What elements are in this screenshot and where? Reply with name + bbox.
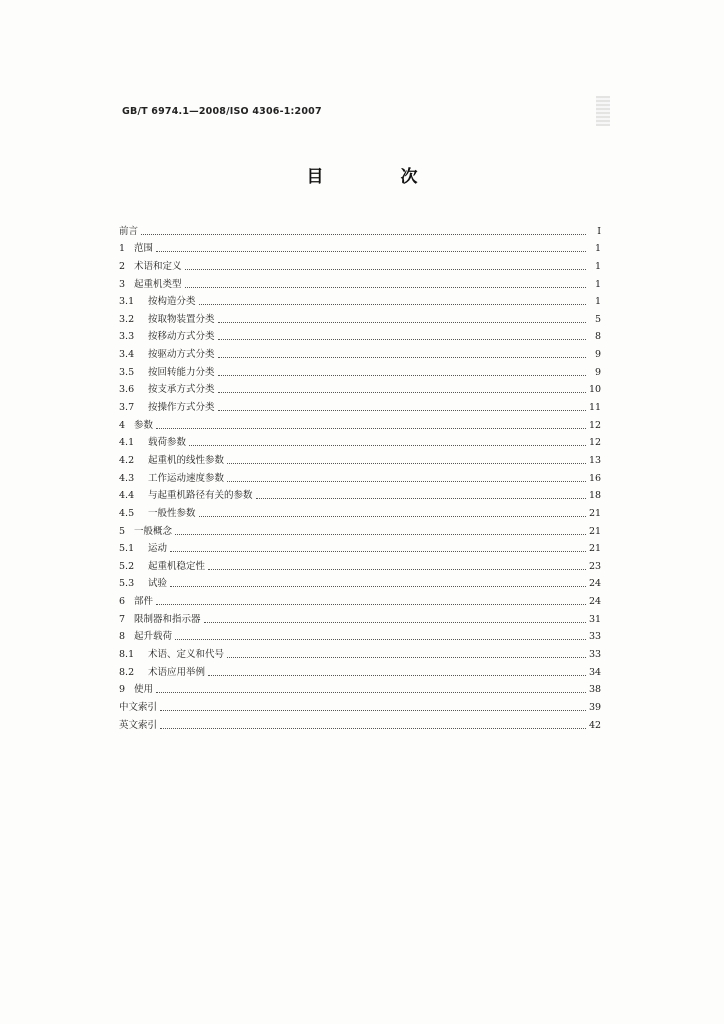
toc-entry[interactable] [119, 485, 601, 503]
toc-entry-page: 31 [589, 613, 602, 625]
toc-entry-page: 33 [589, 649, 602, 661]
toc-entry-number: 4.4 [119, 490, 135, 502]
toc-entry-number: 6 [119, 596, 126, 608]
toc-entry-title: 范围 [134, 243, 154, 255]
toc-dot-leader [218, 375, 586, 376]
toc-entry-number: 2 [119, 260, 126, 272]
toc-entry[interactable] [119, 379, 601, 397]
toc-entry[interactable] [119, 326, 601, 344]
toc-entry[interactable] [119, 555, 601, 573]
toc-entry-title: 术语应用举例 [148, 666, 206, 678]
standard-number-header: GB/T 6974.1—2008/ISO 4306-1:2007 [122, 106, 322, 117]
toc-entry-title: 按回转能力分类 [148, 366, 215, 378]
toc-entry-title: 按取物装置分类 [148, 313, 215, 325]
toc-entry[interactable] [119, 590, 601, 608]
toc-entry[interactable] [119, 273, 601, 291]
toc-entry-page: 9 [594, 349, 601, 361]
toc-entry-number: 5 [119, 525, 126, 537]
toc-entry-page: 10 [589, 384, 602, 396]
toc-entry-title: 使用 [134, 684, 154, 696]
toc-entry[interactable] [119, 220, 601, 238]
toc-entry-number: 4.1 [119, 437, 135, 449]
toc-entry-page: 24 [589, 578, 602, 590]
toc-entry[interactable] [119, 520, 601, 538]
toc-entry-page: 13 [589, 454, 602, 466]
toc-entry-page: 21 [589, 543, 602, 555]
toc-entry[interactable] [119, 608, 601, 626]
toc-entry-page: 33 [589, 631, 602, 643]
toc-entry[interactable] [119, 679, 601, 697]
toc-entry-page: 1 [594, 243, 601, 255]
toc-entry[interactable] [119, 343, 601, 361]
toc-dot-leader [199, 516, 586, 517]
toc-dot-leader [170, 551, 586, 552]
toc-entry-title: 工作运动速度参数 [148, 472, 225, 484]
toc-entry-page: 42 [589, 719, 602, 731]
toc-entry-number: 3.2 [119, 313, 135, 325]
toc-entry[interactable] [119, 502, 601, 520]
toc-dot-leader [175, 639, 586, 640]
toc-entry-page: 38 [589, 684, 602, 696]
toc-entry-title: 中文索引 [119, 701, 158, 713]
toc-entry-title: 按移动方式分类 [148, 331, 215, 343]
toc-dot-leader [218, 322, 586, 323]
toc-entry-number: 9 [119, 684, 126, 696]
toc-entry-page: 18 [589, 490, 602, 502]
toc-entry-title: 与起重机路径有关的参数 [148, 490, 253, 502]
toc-entry-page: 12 [589, 437, 602, 449]
toc-dot-leader [156, 428, 586, 429]
toc-entry-number: 8.1 [119, 649, 135, 661]
toc-entry-title: 一般概念 [134, 525, 173, 537]
toc-entry-page: 1 [594, 260, 601, 272]
toc-entry-number: 3.6 [119, 384, 135, 396]
toc-dot-leader [227, 481, 586, 482]
toc-dot-leader [199, 304, 586, 305]
toc-entry-page: 12 [589, 419, 602, 431]
toc-entry-number: 5.1 [119, 543, 135, 555]
toc-entry-title: 起升载荷 [134, 631, 173, 643]
toc-entry-title: 一般性参数 [148, 507, 196, 519]
toc-dot-leader [218, 339, 586, 340]
toc-entry-number: 4.5 [119, 507, 135, 519]
toc-entry[interactable] [119, 696, 601, 714]
toc-dot-leader [218, 392, 586, 393]
toc-entry[interactable] [119, 449, 601, 467]
toc-entry-number: 4.2 [119, 454, 135, 466]
toc-entry-title: 术语和定义 [134, 260, 182, 272]
toc-entry[interactable] [119, 308, 601, 326]
toc-dot-leader [227, 657, 586, 658]
toc-entry-title: 按支承方式分类 [148, 384, 215, 396]
toc-dot-leader [189, 445, 586, 446]
toc-entry[interactable] [119, 291, 601, 309]
toc-entry-number: 3 [119, 278, 126, 290]
toc-entry-page: 5 [594, 313, 601, 325]
toc-entry[interactable] [119, 396, 601, 414]
toc-entry-number: 5.3 [119, 578, 135, 590]
toc-entry-page: 11 [589, 402, 602, 414]
toc-entry[interactable] [119, 626, 601, 644]
toc-entry-number: 1 [119, 243, 126, 255]
toc-entry-title: 试验 [148, 578, 168, 590]
toc-dot-leader [156, 604, 586, 605]
toc-dot-leader [218, 357, 586, 358]
toc-dot-leader [175, 534, 586, 535]
toc-entry-title: 起重机的线性参数 [148, 454, 225, 466]
toc-dot-leader [156, 251, 586, 252]
toc-entry-title: 前言 [119, 225, 139, 237]
toc-entry[interactable] [119, 661, 601, 679]
toc-entry-number: 3.4 [119, 349, 135, 361]
toc-entry-title: 运动 [148, 543, 168, 555]
toc-entry-page: 24 [589, 596, 602, 608]
toc-entry-page: 9 [594, 366, 601, 378]
toc-dot-leader [208, 675, 586, 676]
toc-entry[interactable] [119, 573, 601, 591]
table-of-contents [119, 220, 601, 732]
toc-entry-number: 4.3 [119, 472, 135, 484]
toc-entry-title: 载荷参数 [148, 437, 187, 449]
toc-entry-page: 1 [594, 278, 601, 290]
toc-dot-leader [185, 287, 586, 288]
toc-entry-page: 39 [589, 701, 602, 713]
toc-dot-leader [141, 234, 586, 235]
toc-dot-leader [170, 586, 586, 587]
toc-entry-title: 术语、定义和代号 [148, 649, 225, 661]
toc-entry-title: 起重机类型 [134, 278, 182, 290]
toc-entry[interactable] [119, 467, 601, 485]
toc-title: 目 次 [306, 167, 448, 187]
toc-entry-number: 4 [119, 419, 126, 431]
toc-entry-page: 21 [589, 507, 602, 519]
toc-entry[interactable] [119, 238, 601, 256]
toc-dot-leader [160, 710, 586, 711]
toc-entry-title: 按构造分类 [148, 296, 196, 308]
toc-dot-leader [227, 463, 586, 464]
toc-entry-title: 参数 [134, 419, 154, 431]
toc-dot-leader [218, 410, 586, 411]
toc-entry[interactable] [119, 432, 601, 450]
toc-entry-number: 3.5 [119, 366, 135, 378]
toc-entry[interactable] [119, 414, 601, 432]
toc-entry-page: 23 [589, 560, 602, 572]
toc-entry[interactable] [119, 643, 601, 661]
toc-dot-leader [156, 692, 586, 693]
toc-entry-title: 起重机稳定性 [148, 560, 206, 572]
toc-entry-page: 8 [594, 331, 601, 343]
toc-entry-title: 部件 [134, 596, 154, 608]
toc-entry-number: 7 [119, 613, 126, 625]
scan-artifact [596, 96, 610, 126]
toc-dot-leader [256, 498, 586, 499]
toc-entry[interactable] [119, 714, 601, 732]
toc-dot-leader [208, 569, 586, 570]
toc-entry-page: 34 [589, 666, 602, 678]
toc-entry-page: Ⅰ [597, 225, 601, 237]
toc-entry-number: 8 [119, 631, 126, 643]
toc-entry[interactable] [119, 361, 601, 379]
toc-entry-number: 3.7 [119, 402, 135, 414]
toc-dot-leader [185, 269, 586, 270]
toc-entry[interactable] [119, 538, 601, 556]
toc-entry-number: 3.1 [119, 296, 135, 308]
toc-entry-number: 3.3 [119, 331, 135, 343]
toc-entry-title: 英文索引 [119, 719, 158, 731]
toc-entry-number: 8.2 [119, 666, 135, 678]
toc-entry[interactable] [119, 255, 601, 273]
toc-entry-page: 21 [589, 525, 602, 537]
toc-entry-page: 16 [589, 472, 602, 484]
toc-entry-title: 限制器和指示器 [134, 613, 201, 625]
toc-entry-title: 按驱动方式分类 [148, 349, 215, 361]
toc-dot-leader [204, 622, 586, 623]
toc-entry-title: 按操作方式分类 [148, 402, 215, 414]
toc-dot-leader [160, 728, 586, 729]
toc-entry-number: 5.2 [119, 560, 135, 572]
toc-entry-page: 1 [594, 296, 601, 308]
